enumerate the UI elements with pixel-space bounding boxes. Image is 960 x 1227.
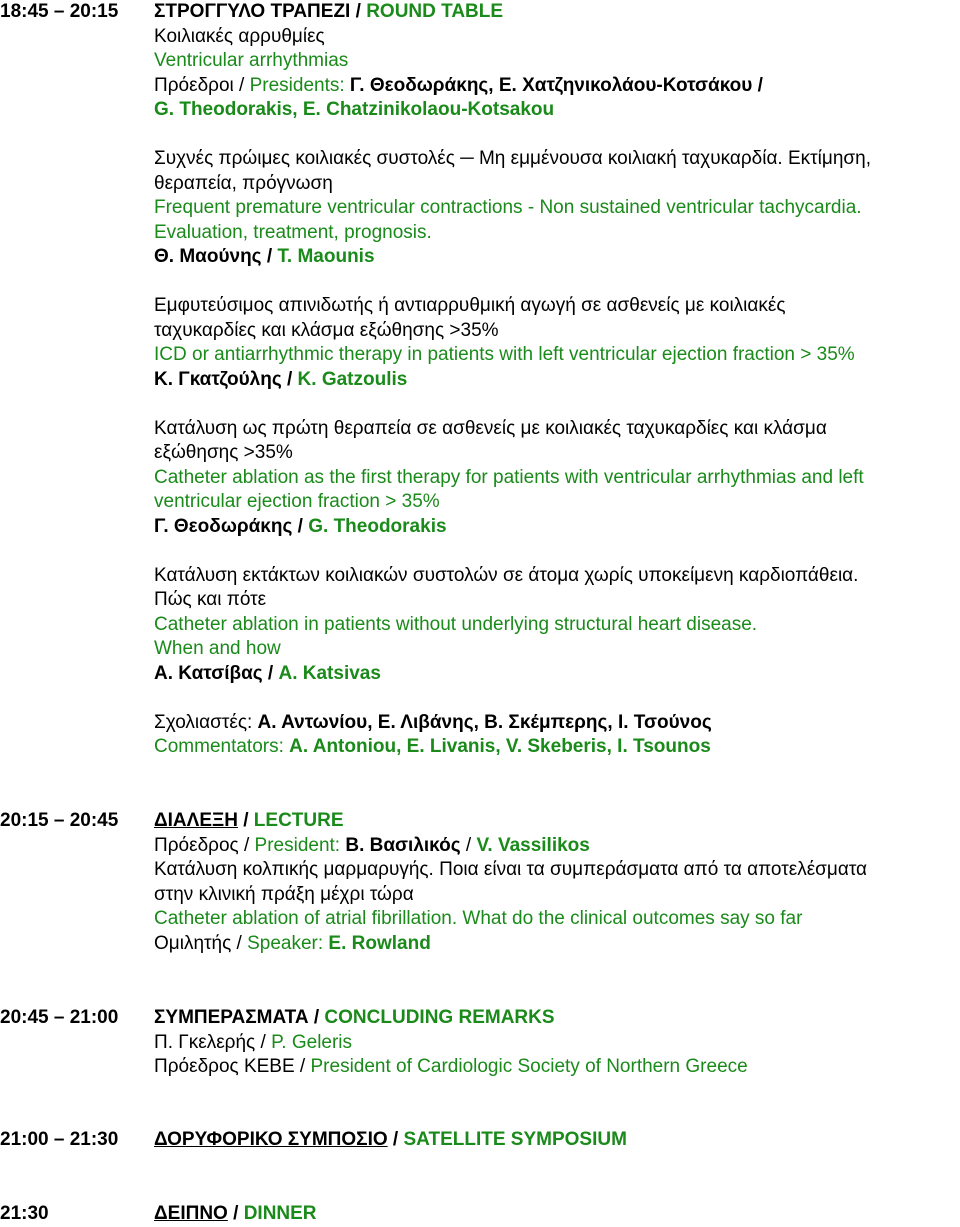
title-english: SATELLITE SYMPOSIUM — [403, 1129, 627, 1150]
session-content — [154, 1006, 960, 1080]
speaker-english: G. Theodorakis — [308, 515, 447, 537]
presidents-names-english: G. Theodorakis, E. Chatzinikolaou-Kotsakou — [154, 99, 555, 120]
title-greek: ΣΥΜΠΕΡΑΣΜΑΤΑ — [154, 1007, 309, 1028]
speaker-greek: Γ. Θεοδωράκης — [154, 515, 293, 537]
talk-title-greek-line: θεραπεία, πρόγνωση — [154, 172, 333, 194]
speaker-label-english: Speaker: — [247, 932, 324, 954]
president-line — [154, 834, 960, 859]
commentators-english — [154, 735, 960, 760]
person-english: P. Geleris — [271, 1031, 353, 1053]
title-greek: ΣΤΡΟΓΓΥΛΟ ΤΡΑΠΕΖΙ — [154, 1, 351, 22]
title-english: CONCLUDING REMARKS — [324, 1007, 555, 1028]
talk-title-english-line: ventricular ejection fraction > 35% — [154, 491, 440, 512]
topic-greek-line: στην κλινική πράξη μέχρι τώρα — [154, 883, 414, 905]
talk-speaker — [154, 245, 960, 270]
speaker-greek: Θ. Μαούνης — [154, 246, 262, 267]
topic-greek: Κοιλιακές αρρυθμίες — [154, 25, 325, 47]
talk-item — [154, 147, 960, 270]
session-title — [154, 809, 960, 834]
talk-speaker — [154, 515, 960, 540]
talk-title-greek-line: Πώς και πότε — [154, 589, 267, 610]
speaker-greek: Α. Κατσίβας — [154, 662, 263, 684]
presidents-names-greek: Γ. Θεοδωράκης, Ε. Χατζηνικολάου-Κοτσάκου / — [349, 74, 763, 96]
role-english: President of Cardiologic Society of Northern Greece — [310, 1056, 748, 1077]
talk-title-greek-line: Κατάλυση εκτάκτων κοιλιακών συστολών σε άτομα χωρίς υποκείμενη καρδιοπάθεια. — [154, 564, 859, 586]
talk-title-english-line: Catheter ablation as the first therapy for patients with ventricular arrhythmias and left — [154, 466, 864, 488]
session-time: 21:30 — [0, 1203, 49, 1224]
separator: / — [294, 1056, 311, 1077]
title-english: DINNER — [243, 1203, 317, 1224]
session-title — [154, 0, 960, 25]
talk-title-greek-line: εξώθησης >35% — [154, 442, 293, 463]
talk-title-greek-line: ταχυκαρδίες και κλάσμα εξώθησης >35% — [154, 319, 499, 341]
session-content — [154, 809, 960, 956]
speaker-english: K. Gatzoulis — [297, 368, 408, 390]
speaker-name: E. Rowland — [328, 932, 431, 954]
title-greek: ΔΕΙΠΝΟ — [154, 1203, 228, 1224]
session-title — [154, 1202, 960, 1227]
separator: / — [392, 1129, 399, 1150]
presidents-line — [154, 74, 960, 99]
title-greek: ΔΟΡΥΦΟΡΙΚΟ ΣΥΜΠΟΣΙΟ — [154, 1129, 388, 1150]
commentators-greek — [154, 711, 960, 736]
talk-title-english-line: Catheter ablation in patients without underlying structural heart disease. — [154, 613, 758, 635]
separator: / — [261, 246, 278, 267]
talk-title-english-line: Evaluation, treatment, prognosis. — [154, 221, 432, 243]
separator: / — [255, 1031, 272, 1053]
session-time: 20:45 – 21:00 — [0, 1007, 119, 1028]
separator: / — [262, 662, 279, 684]
title-greek: ΔΙΑΛΕΞΗ — [154, 810, 238, 831]
role-greek: Πρόεδρος ΚΕΒΕ — [154, 1056, 295, 1077]
session-content — [154, 1128, 960, 1153]
session-content — [154, 1202, 960, 1227]
talk-item — [154, 564, 960, 687]
session-time: 18:45 – 20:15 — [0, 1, 119, 22]
topic-english: Ventricular arrhythmias — [154, 50, 349, 71]
speaker-english: A. Katsivas — [278, 662, 381, 684]
separator: / — [238, 834, 255, 856]
talk-item — [154, 417, 960, 540]
speaker-line — [154, 932, 960, 957]
commentators-label-greek: Σχολιαστές: — [154, 711, 253, 733]
talk-title-greek-line: Συχνές πρώιμες κοιλιακές συστολές ─ Μη εμμένουσα κοιλιακή ταχυκαρδία. Εκτίμηση, — [154, 148, 871, 169]
talk-title-english-line: ICD or antiarrhythmic therapy in patients with left ventricular ejection fraction > 35% — [154, 344, 855, 365]
president-name-english: V. Vassilikos — [476, 834, 590, 856]
separator: / — [355, 1, 361, 22]
topic-english: Catheter ablation of atrial fibrillation. What do the clinical outcomes say so far — [154, 908, 803, 929]
separator: / — [313, 1007, 320, 1028]
talk-title-english-line: Frequent premature ventricular contractions - Non sustained ventricular tachycardia. — [154, 197, 862, 218]
separator: / — [233, 74, 250, 96]
talk-item — [154, 294, 960, 392]
topic-greek-line: Κατάλυση κολπικής μαρμαρυγής. Ποια είναι τα συμπεράσματα από τα αποτελέσματα — [154, 859, 868, 880]
speaker-greek: Κ. Γκατζούλης — [154, 368, 282, 390]
session-title — [154, 1006, 960, 1031]
session-content — [154, 0, 960, 760]
role-line — [154, 1055, 960, 1080]
session-title — [154, 1128, 960, 1153]
commentators-label-english: Commentators: — [154, 736, 284, 757]
talk-title-greek-line: Κατάλυση ως πρώτη θεραπεία σε ασθενείς με κοιλιακές ταχυκαρδίες και κλάσμα — [154, 417, 827, 439]
commentators-names-english: A. Antoniou, E. Livanis, V. Skeberis, I. Tsounos — [289, 736, 711, 757]
talk-title-greek-line: Εμφυτεύσιμος απινιδωτής ή αντιαρρυθμική αγωγή σε ασθενείς με κοιλιακές — [154, 295, 786, 316]
session-time: 21:00 – 21:30 — [0, 1129, 119, 1150]
separator: / — [460, 834, 477, 856]
person-greek: Π. Γκελερής — [154, 1031, 256, 1053]
president-label-greek: Πρόεδρος — [154, 834, 239, 856]
talk-speaker — [154, 368, 960, 393]
commentators-names-greek: Α. Αντωνίου, Ε. Λιβάνης, Β. Σκέμπερης, Ι. Τσούνος — [257, 711, 712, 733]
presidents-label-greek: Πρόεδροι — [154, 74, 234, 96]
separator: / — [233, 1203, 239, 1224]
session-time: 20:15 – 20:45 — [0, 810, 119, 831]
presidents-label-english: Presidents: — [249, 74, 345, 96]
separator: / — [231, 932, 248, 954]
separator: / — [292, 515, 309, 537]
speaker-english: T. Maounis — [277, 246, 375, 267]
talk-speaker — [154, 662, 960, 687]
president-label-english: President: — [254, 834, 341, 856]
title-english: ROUND TABLE — [366, 1, 504, 22]
separator: / — [243, 810, 249, 831]
title-english: LECTURE — [253, 810, 344, 831]
speaker-label-greek: Ομιλητής — [154, 932, 232, 954]
separator: / — [281, 368, 298, 390]
person-line — [154, 1031, 960, 1056]
president-name-greek: Β. Βασιλικός — [345, 834, 461, 856]
talk-title-english-line: When and how — [154, 638, 281, 659]
